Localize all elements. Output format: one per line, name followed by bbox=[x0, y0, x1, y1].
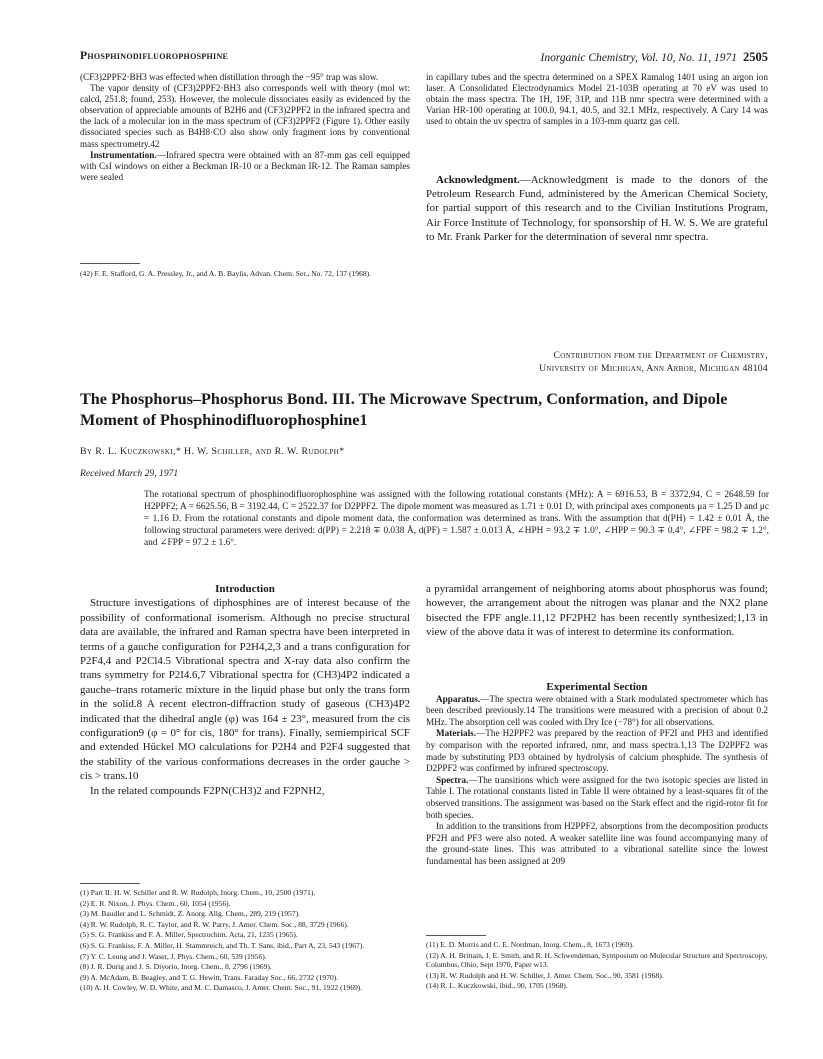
authors: By R. L. Kuczkowski,* H. W. Schiller, and R. W. Rudolph* bbox=[80, 446, 345, 457]
contribution-line: Contribution from the Department of Chemistry, bbox=[553, 350, 768, 361]
footnote: (1) Part II: H. W. Schiller and R. W. Rudolph, Inorg. Chem., 10, 2500 (1971). bbox=[80, 888, 316, 897]
paragraph-text: —The spectra were obtained with a Stark modulated spectrometer which has been described previously.14 The transitions were measured with a precision of about 0.2 MHz. The absorption cell was cooled with Dry Ice (−78°) for all observations. bbox=[426, 693, 768, 727]
paragraph: (CF3)2PPF2·BH3 was effected when distillation through the −95° trap was slow. bbox=[80, 72, 379, 82]
footnotes-right bbox=[426, 940, 768, 992]
footnote: (6) S. G. Frankiss, F. A. Miller, H. Stammreich, and Th. T. Sans, ibid., Part A, 23, 543 (1967). bbox=[80, 940, 365, 950]
run-in-heading: Instrumentation. bbox=[90, 149, 157, 160]
running-head bbox=[80, 50, 768, 66]
paragraph: a pyramidal arrangement of neighboring atoms about phosphorus was found; however, the arrangement about the nitrogen was planar and the NX2 plane bisected the FPF angle.11,12 PF2PH2 has been recently synthesized;1,13 in view of the above data it was of interest to determine its conformation. bbox=[426, 583, 768, 639]
acknowledgment-paragraph bbox=[426, 173, 768, 244]
footnote: (12) A. H. Brittain, J. E. Smith, and R. H. Schwendeman, Symposium on Molecular Structure and Spectroscopy, Columbus, Ohio, Sept 1970, Paper w13. bbox=[426, 950, 768, 970]
footnote: (14) R. L. Kuczkowski, ibid., 90, 1705 (1968). bbox=[426, 981, 568, 991]
journal-citation: Inorganic Chemistry, Vol. 10, No. 11, 1971 bbox=[540, 52, 737, 64]
footnote: (4) R. W. Rudolph, R. C. Taylor, and R. W. Parry, J. Amer. Chem. Soc., 88, 3729 (1966). bbox=[80, 919, 349, 929]
run-in-heading: Materials. bbox=[436, 728, 477, 739]
section-heading: Experimental Section bbox=[546, 681, 648, 693]
page-number: 2505 bbox=[743, 50, 768, 64]
footnote-rule bbox=[426, 935, 486, 936]
abstract: The rotational spectrum of phosphinodifluorophosphine was assigned with the following rotational constants (MHz): A = 6916.53, B = 3372.94, C = 2648.59 for H2PPF2; A = 6625.56, B = 3192.44, C = 2522.37 for D2PPF2. The dipole moment was measured as 1.71 ± 0.01 D, with principal axes components μa = 1.25 D and μc = 1.16 D. From the rotational constants and dipole moment data, the conformation was determined as trans. With the assumption that d(PH) = 1.42 ± 0.01 Å, the following structural parameters were derived: d(PP) = 2.218 ∓ 0.038 Å, d(PF) = 1.587 ± 0.013 Å, ∠HPH = 93.2 ∓ 1.0°, ∠HPP = 90.3 ∓ 0.4°, ∠FPF = 98.2 ∓ 1.2°, and ∠FPP = 97.2 ± 1.6°. bbox=[144, 490, 769, 549]
article-title: The Phosphorus–Phosphorus Bond. III. The Microwave Spectrum, Conformation, and Dipole Moment of Phosphinodifluorophosphine1 bbox=[80, 390, 728, 429]
spectra-paragraph bbox=[426, 775, 768, 821]
running-head-title: Phosphinodifluorophosphine bbox=[80, 50, 229, 62]
footnote: (9) A. McAdam, B. Beagley, and T. G. Hewitt, Trans. Faraday Soc., 66, 2732 (1970). bbox=[80, 972, 339, 982]
run-in-heading: Spectra. bbox=[436, 774, 469, 785]
footnote: (42) F. E. Stafford, G. A. Pressley, Jr., and A. B. Baylis, Advan. Chem. Ser., No. 72, 137 (1968). bbox=[80, 269, 372, 278]
running-head-journal bbox=[541, 50, 768, 65]
run-in-heading: Apparatus. bbox=[436, 693, 481, 704]
paragraph: Structure investigations of diphosphines are of interest because of the possibility of conformational isomerism. Although no precise structural data are available, the infrared and Raman spectra have been interpreted in terms of a gauche configuration for P2H4,2,3 and a trans configuration for P2F4,4 and P2Cl4.5 Vibrational spectra and X-ray data also confirm the trans symmetry for P2I4.6,7 Vibrational spectra for (CH3)4P2 indicated a gauche–trans rotameric mixture in the liquid phase but only the trans form in the solid.8 A recent electron-diffraction study of gaseous (CH3)4P2 indicated that the dihedral angle (φ) was 164 ± 23°, measured from the cis configuration9 (φ = 0° for cis, 180° for trans). Finally, semiempirical SCF and extended Hückel MO calculations for P2H4 and P2F4 suggested that the stability of the various conformations decreases in the order gauche > cis > trans.10 bbox=[80, 597, 410, 783]
paragraph: In addition to the transitions from H2PPF2, absorptions from the decomposition products PF2H and PF3 were also noted. A weaker satellite line was found accompanying many of the ground-state lines. This was attributed to a vibrational satellite since the lowest fundamental has been assigned at 209 bbox=[426, 821, 768, 866]
right-intro bbox=[426, 582, 768, 640]
introduction bbox=[80, 582, 410, 798]
footnote: (13) R. W. Rudolph and H. W. Schiller, J. Amer. Chem. Soc., 90, 3581 (1968). bbox=[426, 970, 664, 980]
acknowledgment-text: —Acknowledgment is made to the donors of the Petroleum Research Fund, administered by the American Chemical Society, for partial support of this research and to the Civilian Institutions Program, Air Force Institute of Technology, for sponsorship of H. W. S. We are grateful to Mr. Frank Parker for the determination of several nmr spectra. bbox=[426, 174, 768, 243]
top-left-column bbox=[80, 72, 410, 183]
paragraph-text: —The transitions which were assigned for the two isotopic species are listed in Table I. The rotational constants listed in Table II were obtained by a least-squares fit of the observed transitions. The assignment was based on the Stark effect and the rigid-rotor fit for both species. bbox=[426, 774, 768, 820]
footnote-rule bbox=[80, 883, 140, 884]
footnote: (5) S. G. Frankiss and F. A. Miller, Spectrochim. Acta, 21, 1235 (1965). bbox=[80, 930, 298, 940]
paragraph-text: —Infrared spectra were obtained with an 87-mm gas cell equipped with CsI windows on either a Beckman IR-10 or a Beckman IR-12. The Raman samples were sealed bbox=[80, 149, 410, 182]
materials-paragraph bbox=[426, 728, 768, 774]
received-date: Received March 29, 1971 bbox=[80, 468, 179, 479]
paragraph: The vapor density of (CF3)2PPF2·BH3 also corresponds well with theory (mol wt: calcd, 251.8; found, 253). However, the molecule dissociates easily as evidenced by the observation of appreciable amounts of B2H6 and (CF3)2PPF2 in the infrared spectra and the lack of a molecular ion in the mass spectrum of (CF3)2PPF2 (Figure 1). Other easily dissociated species such as B4H8·CO also show only fragment ions by conventional mass spectrometry.42 bbox=[80, 83, 410, 149]
acknowledgment-heading: Acknowledgment. bbox=[436, 174, 520, 186]
experimental-section bbox=[426, 682, 768, 868]
top-right-column bbox=[426, 72, 768, 127]
acknowledgment bbox=[426, 173, 768, 244]
section-heading: Introduction bbox=[215, 583, 275, 595]
footnotes-left bbox=[80, 888, 410, 994]
paragraph: in capillary tubes and the spectra determined on a SPEX Ramalog 1401 using an argon ion laser. A Consolidated Electrodynamics Model 21-103B operating at 70 eV was used to obtain the mass spectra. The 1H, 19F, 31P, and 11B nmr spectra were determined with a Varian HR-100 operating at 100.0, 94.1, 40.5, and 32.1 MHz, respectively. A Cary 14 was used to obtain the uv spectra of samples in a 103-mm quartz gas cell. bbox=[426, 72, 768, 127]
contribution-affiliation bbox=[539, 349, 768, 375]
footnote: (8) J. R. Durig and J. S. Diyorio, Inorg. Chem., 8, 2796 (1969). bbox=[80, 962, 272, 972]
footnote: (11) E. D. Morris and C. E. Nordman, Inorg. Chem., 8, 1673 (1969). bbox=[426, 940, 634, 949]
footnote: (10) A. H. Cowley, W. D. White, and M. C. Damasco, J. Amer. Chem. Soc., 91, 1922 (1969). bbox=[80, 983, 363, 993]
footnote-42 bbox=[80, 269, 410, 280]
contribution-line: University of Michigan, Ann Arbor, Michigan 48104 bbox=[539, 363, 768, 374]
instrumentation-paragraph bbox=[80, 150, 410, 183]
paragraph: In the related compounds F2PN(CH3)2 and F2PNH2, bbox=[90, 784, 325, 797]
footnote-rule bbox=[80, 263, 140, 264]
footnote: (3) M. Baudler and L. Schmidt, Z. Anorg. Allg. Chem., 289, 219 (1957). bbox=[80, 909, 301, 919]
paragraph-text: —The H2PPF2 was prepared by the reaction of PF2I and PH3 and identified by comparison with the reported infrared, nmr, and mass spectra.1,13 The D2PPF2 was made by substituting PD3 obtained by hydrolysis of calcium phosphide. The synthesis of D2PPF2 was confirmed by infrared spectroscopy. bbox=[426, 728, 768, 774]
footnote: (7) Y. C. Leung and J. Waser, J. Phys. Chem., 60, 539 (1956). bbox=[80, 951, 267, 961]
footnote: (2) E. R. Nixon, J. Phys. Chem., 60, 1054 (1956). bbox=[80, 898, 231, 908]
apparatus-paragraph bbox=[426, 694, 768, 729]
